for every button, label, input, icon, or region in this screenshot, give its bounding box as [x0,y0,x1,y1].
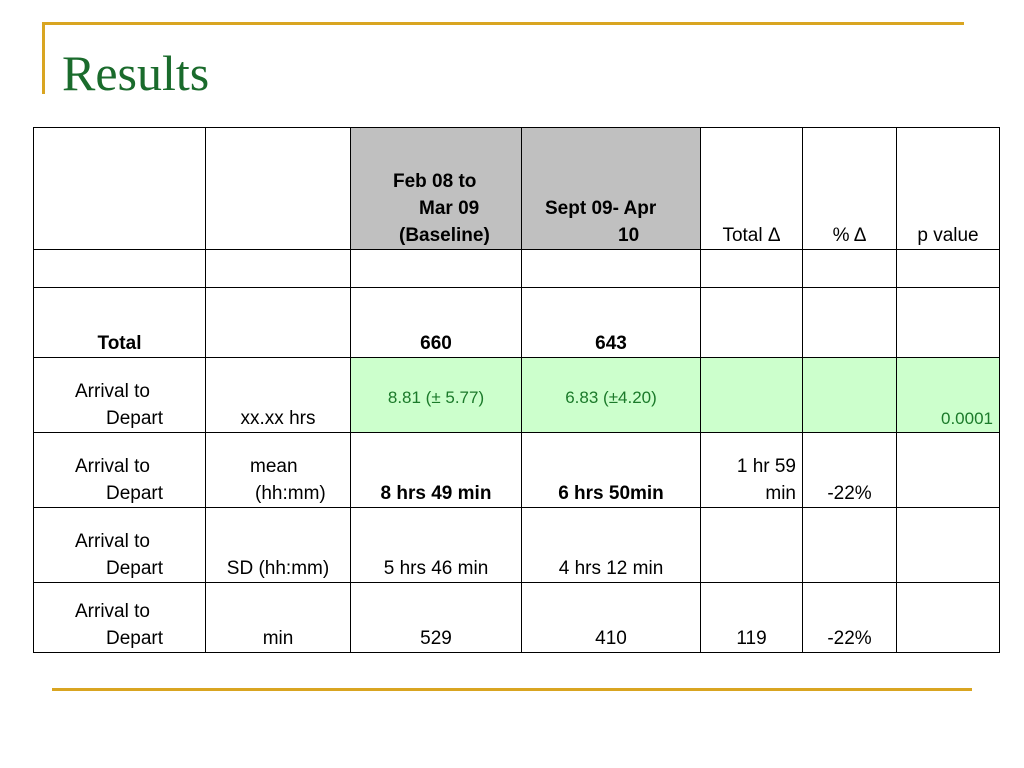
row-p-value [897,433,1000,508]
row-total-delta: 119 [701,583,803,653]
row-p-value [897,508,1000,583]
total-label: Total [34,288,206,358]
row-label [34,583,206,653]
row-post: 410 [522,583,701,653]
empty-cell [206,250,351,288]
header-pct-delta: % Δ [803,128,897,250]
total-row [34,288,1000,358]
table-row [34,583,1000,653]
row-baseline: 8 hrs 49 min [351,433,522,508]
row-label [34,433,206,508]
total-baseline: 660 [351,288,522,358]
header-post-line2: 10 [618,225,640,246]
row-total-delta [701,433,803,508]
header-cell-empty-1 [34,128,206,250]
empty-cell [701,250,803,288]
header-row [34,128,1000,250]
row-label-line2: Depart [106,558,164,579]
row-post: 4 hrs 12 min [522,508,701,583]
row-unit: SD (hh:mm) [206,508,351,583]
empty-cell [522,250,701,288]
results-table [33,127,1000,653]
row-label [34,358,206,433]
header-p-value: p value [897,128,1000,250]
row-total-delta-line1: 1 hr 59 [736,456,796,477]
row-label-line1: Arrival to [75,381,150,402]
header-total-delta: Total Δ [701,128,803,250]
top-rule [42,22,964,25]
row-post: 6.83 (±4.20) [522,358,701,433]
row-label-line1: Arrival to [75,601,150,622]
row-p-value: 0.0001 [897,358,1000,433]
row-label [34,508,206,583]
row-pct-delta [803,508,897,583]
empty-cell [897,250,1000,288]
row-label-line2: Depart [106,483,164,504]
row-unit-line2: (hh:mm) [255,483,326,504]
row-label-line2: Depart [106,408,164,429]
empty-cell [803,250,897,288]
total-pct [803,288,897,358]
row-post: 6 hrs 50min [522,433,701,508]
row-baseline: 5 hrs 46 min [351,508,522,583]
row-total-delta [701,358,803,433]
row-pct-delta: -22% [803,433,897,508]
row-label-line1: Arrival to [75,531,150,552]
total-unit [206,288,351,358]
header-post [522,128,701,250]
row-total-delta [701,508,803,583]
header-baseline-line3: (Baseline) [399,225,490,246]
header-baseline-line1: Feb 08 to [393,171,477,192]
row-label-line1: Arrival to [75,456,150,477]
table-row [34,508,1000,583]
empty-row [34,250,1000,288]
row-pct-delta [803,358,897,433]
slide-title: Results [62,45,210,101]
row-baseline: 529 [351,583,522,653]
header-cell-empty-2 [206,128,351,250]
row-unit: xx.xx hrs [206,358,351,433]
table-row [34,433,1000,508]
header-baseline-line2: Mar 09 [419,198,480,219]
table-row [34,358,1000,433]
row-pct-delta: -22% [803,583,897,653]
row-unit [206,433,351,508]
total-delta [701,288,803,358]
empty-cell [351,250,522,288]
header-post-line1: Sept 09- Apr [545,198,657,219]
total-post: 643 [522,288,701,358]
row-total-delta-line2: min [765,483,796,504]
row-unit: min [206,583,351,653]
row-unit-line1: mean [250,456,298,477]
left-rule [42,22,45,94]
total-pvalue [897,288,1000,358]
row-baseline: 8.81 (± 5.77) [351,358,522,433]
row-label-line2: Depart [106,628,164,649]
bottom-rule [52,688,972,691]
empty-cell [34,250,206,288]
header-baseline [351,128,522,250]
row-p-value [897,583,1000,653]
